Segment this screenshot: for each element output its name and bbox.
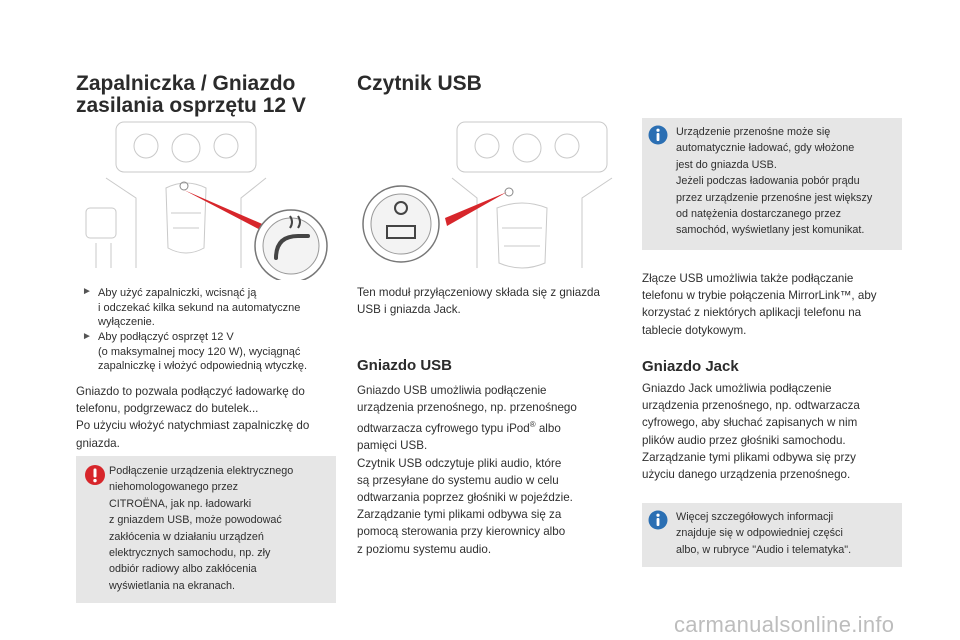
jack-heading (642, 358, 739, 375)
left-title-line: Zapalniczka / Gniazdo (76, 72, 296, 95)
bullet-line: Aby użyć zapalniczki, wcisnąć ją (98, 287, 257, 299)
info-line: przez urządzenie przenośne jest większy (676, 191, 873, 204)
info-line: od natężenia dostarczanego przez (676, 208, 842, 221)
bullet-line: wyłączenie. (98, 316, 155, 329)
bullet-line: (o maksymalnej mocy 120 W), wyciągnąć (98, 345, 301, 358)
info-icon (648, 125, 668, 145)
watermark: carmanualsonline.info (674, 612, 895, 637)
para-line: Gniazdo to pozwala podłączyć ładowarkę do (76, 385, 305, 398)
bullet-icon: ► (82, 286, 92, 297)
jack-paragraph (642, 380, 860, 483)
warning-box (76, 456, 336, 603)
middle-title-text: Czytnik USB (357, 72, 482, 95)
info-icon (648, 510, 668, 530)
jack-line: plików audio przez głośniki samochodu. (642, 433, 846, 447)
warning-line: zakłócenia w działaniu urządzeń (109, 530, 264, 543)
info-line: automatycznie ładować, gdy włożone (676, 142, 855, 155)
usb-line (357, 416, 577, 437)
usb-drawing (357, 118, 622, 280)
usb-line: pomocą sterowania przy kierownicy albo (357, 525, 566, 539)
info-line: Urządzenie przenośne może się (676, 126, 831, 138)
jack-line: użyciu danego urządzenia przenośnego. (642, 468, 851, 482)
jack-line: Zarządzanie tymi plikami odbywa się przy (642, 450, 856, 464)
usb-heading (357, 357, 452, 374)
bullet-line: Aby podłączyć osprzęt 12 V (98, 331, 234, 343)
bullet-icon: ► (82, 331, 92, 342)
jack-heading-text: Gniazdo Jack (642, 358, 739, 375)
illustration-lighter (76, 118, 336, 280)
warning-line: Podłączenie urządzenia elektrycznego (109, 465, 294, 477)
usb-line-part: albo (535, 422, 561, 436)
warning-line: wyświetlania na ekranach. (109, 579, 236, 592)
intro-line: USB i gniazda Jack. (357, 303, 461, 317)
usb-line: Gniazdo USB umożliwia podłączenie (357, 384, 547, 397)
left-paragraph (76, 383, 309, 452)
info-box-top (642, 118, 902, 250)
para-line: telefonu, podgrzewacz do butelek... (76, 402, 259, 416)
para-line: Po użyciu włożyć natychmiast zapalniczkę do (76, 419, 310, 433)
left-title-line: zasilania osprzętu 12 V (76, 94, 306, 117)
usb-line: Zarządzanie tymi plikami odbywa się za (357, 508, 562, 522)
info-top-text (676, 124, 872, 239)
jack-line: Gniazdo Jack umożliwia podłączenie (642, 382, 832, 395)
lighter-drawing (76, 118, 336, 280)
info-line: samochód, wyświetlany jest komunikat. (676, 224, 865, 237)
left-title (76, 73, 306, 117)
middle-title (357, 73, 482, 95)
mirror-line: telefonu w trybie połączenia MirrorLink™, aby (642, 289, 877, 303)
bullet-line: zapalniczkę i włożyć odpowiednią wtyczkę. (98, 360, 308, 373)
warning-line: elektrycznych samochodu, np. zły (109, 547, 271, 560)
jack-line: cyfrowego, aby słuchać zapisanych w nim (642, 416, 858, 430)
mirror-line: Złącze USB umożliwia także podłączanie (642, 272, 854, 285)
jack-line: urządzenia przenośnego, np. odtwarzacza (642, 399, 860, 413)
usb-line: są przesyłane do systemu audio w celu (357, 473, 559, 487)
usb-heading-text: Gniazdo USB (357, 357, 453, 374)
bullet-line: i odczekać kilka sekund na automatyczne (98, 301, 301, 314)
warning-line: CITROËNA, jak np. ładowarki (109, 497, 252, 510)
usb-line: z poziomu systemu audio. (357, 542, 492, 556)
usb-line-part: odtwarzacza cyfrowego typu iPod (357, 422, 530, 436)
info-line: Jeżeli podczas ładowania pobór prądu (676, 175, 860, 188)
warning-line: z gniazdem USB, może powodować (109, 514, 282, 527)
usb-line: Czytnik USB odczytuje pliki audio, które (357, 456, 562, 470)
bullet-text (98, 286, 300, 330)
info-line: Więcej szczegółowych informacji (676, 511, 834, 523)
bullet-text (98, 330, 307, 374)
mirror-line: korzystać z niektórych aplikacji telefonu na (642, 306, 862, 320)
registered-mark: ® (529, 420, 536, 430)
illustration-usb (357, 118, 622, 280)
warning-text (109, 463, 293, 594)
mirror-line: tablecie dotykowym. (642, 323, 747, 337)
mirrorlink-paragraph (642, 270, 877, 339)
info-line: jest do gniazda USB. (676, 158, 777, 171)
info-line: albo, w rubryce "Audio i telematyka". (676, 543, 852, 556)
warning-icon (84, 464, 106, 486)
usb-paragraph (357, 382, 577, 558)
usb-line: urządzenia przenośnego, np. przenośnego (357, 401, 577, 415)
middle-intro (357, 284, 600, 318)
warning-line: odbiór radiowy albo zakłócenia (109, 563, 257, 576)
warning-line: niehomologowanego przez (109, 481, 239, 494)
info-line: znajduje się w odpowiedniej części (676, 527, 843, 540)
para-line: gniazda. (76, 436, 120, 450)
intro-line: Ten moduł przyłączeniowy składa się z gniazda (357, 286, 600, 299)
info-box-bottom (642, 503, 902, 567)
usb-line: odtwarzania poprzez głośniki w pojeździe. (357, 491, 573, 505)
usb-line: pamięci USB. (357, 439, 428, 453)
info-bottom-text (676, 509, 851, 558)
